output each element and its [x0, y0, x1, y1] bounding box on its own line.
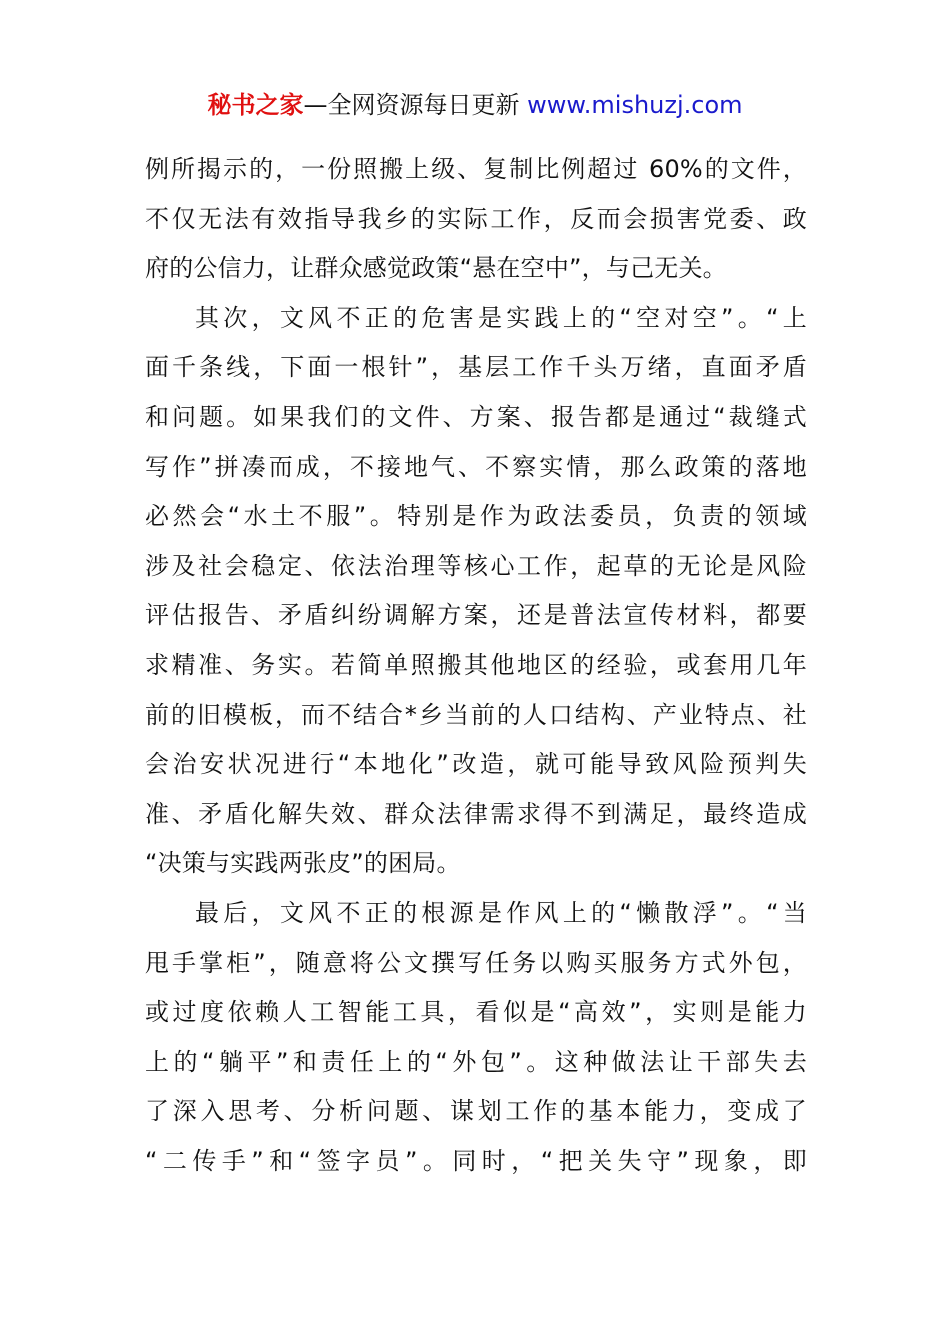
text-line: 甩手掌柜”，随意将公文撰写任务以购买服务方式外包，	[145, 948, 807, 977]
header-tagline: —全网资源每日更新	[303, 91, 520, 119]
site-url: www.mishuzj.com	[527, 91, 743, 119]
text-line: 评估报告、矛盾纠纷调解方案，还是普法宣传材料，都要	[145, 601, 807, 630]
text-line: 府的公信力，让群众感觉政策“悬在空中”，与己无关。	[145, 254, 727, 283]
text-line: 上的“躺平”和责任上的“外包”。这种做法让干部失去	[145, 1047, 807, 1076]
body-text	[145, 145, 807, 1186]
text-line: 面千条线，下面一根针”，基层工作千头万绪，直面矛盾	[145, 353, 807, 382]
text-line: 前的旧模板，而不结合*乡当前的人口结构、产业特点、社	[145, 700, 807, 729]
text-line: “决策与实践两张皮”的困局。	[145, 849, 461, 878]
text-line: 例所揭示的，一份照搬上级、复制比例超过 60%的文件，	[145, 155, 807, 183]
brand-name: 秘书之家	[207, 91, 304, 119]
text-line: 其次，文风不正的危害是实践上的“空对空”。“上	[195, 303, 807, 332]
text-line: 或过度依赖人工智能工具，看似是“高效”，实则是能力	[145, 998, 807, 1027]
text-line: 了深入思考、分析问题、谋划工作的基本能力，变成了	[145, 1097, 807, 1126]
text-line: 求精准、务实。若简单照搬其他地区的经验，或套用几年	[145, 650, 807, 679]
text-line: 准、矛盾化解失效、群众法律需求得不到满足，最终造成	[145, 799, 807, 828]
text-line: 必然会“水土不服”。特别是作为政法委员，负责的领域	[145, 502, 807, 531]
text-line: 涉及社会稳定、依法治理等核心工作，起草的无论是风险	[145, 551, 807, 580]
text-line: 和问题。如果我们的文件、方案、报告都是通过“裁缝式	[145, 402, 807, 431]
text-line: 不仅无法有效指导我乡的实际工作，反而会损害党委、政	[145, 204, 807, 233]
text-line: 最后，文风不正的根源是作风上的“懒散浮”。“当	[195, 898, 807, 927]
page-header	[0, 88, 950, 122]
text-line: 写作”拼凑而成，不接地气、不察实情，那么政策的落地	[145, 452, 807, 481]
text-line: 会治安状况进行“本地化”改造，就可能导致风险预判失	[145, 750, 807, 779]
text-line: “二传手”和“签字员”。同时，“把关失守”现象，即	[145, 1146, 807, 1175]
